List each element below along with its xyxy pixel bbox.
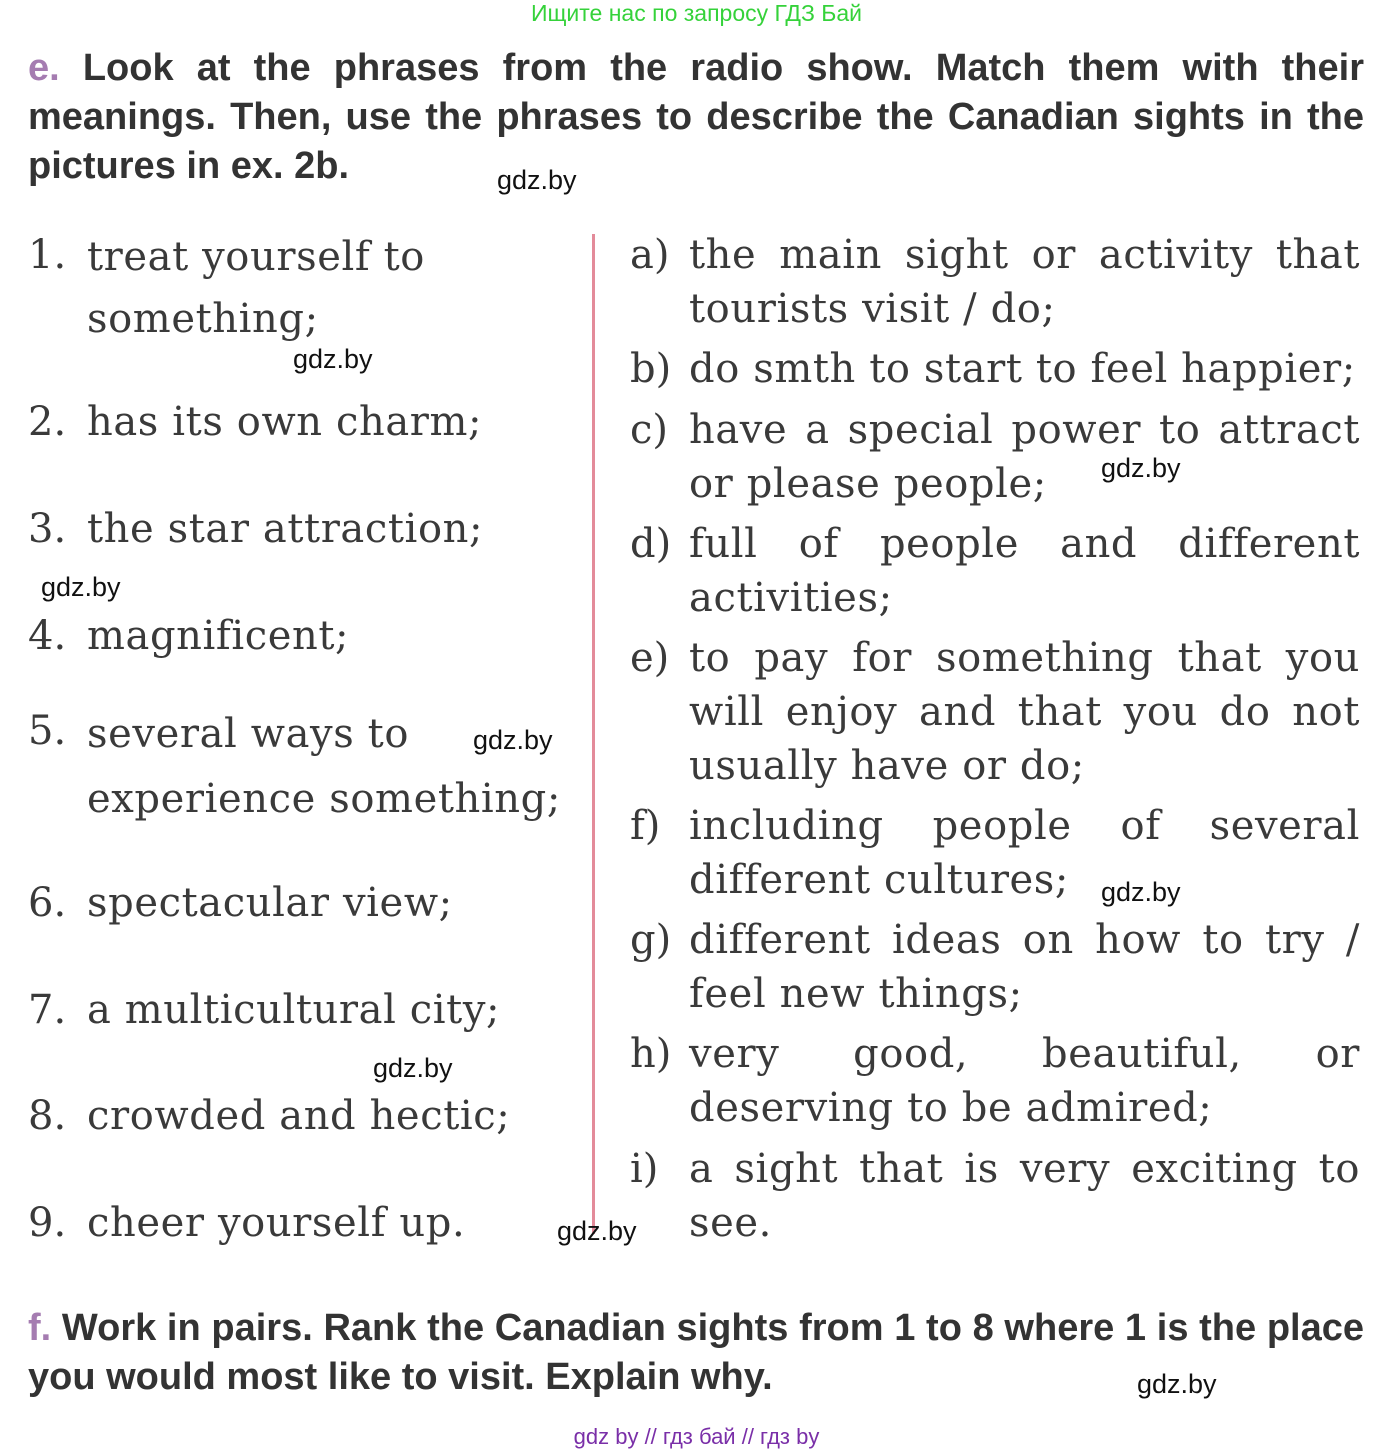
meaning-label: h) — [630, 1031, 672, 1077]
watermark: gdz.by — [373, 1053, 453, 1083]
phrase-number: 5. — [28, 708, 67, 754]
phrase-number: 6. — [28, 880, 67, 926]
meaning-label: c) — [630, 407, 669, 453]
meaning-label: a) — [630, 232, 670, 278]
meaning-text: to pay for something that you will enjoy and that you do not usually have or do; — [689, 635, 1360, 789]
watermark: gdz.by — [293, 344, 373, 374]
column-divider — [592, 234, 595, 1234]
meaning-label: i) — [630, 1146, 659, 1192]
meaning-text: do smth to start to feel happier; — [689, 346, 1356, 392]
phrase-number: 8. — [28, 1093, 67, 1139]
meaning-label: g) — [630, 917, 672, 963]
phrase-number: 9. — [28, 1200, 67, 1246]
watermark: gdz.by — [1101, 453, 1181, 483]
phrase-text: treat yourself to something; — [87, 234, 425, 342]
meaning-text: the main sight or activity that tourists visit / do; — [689, 232, 1360, 332]
bottom-footer: gdz by // гдз бай // гдз by — [573, 1424, 820, 1449]
watermark: gdz.by — [1137, 1369, 1217, 1399]
phrase-text: a multicultural city; — [87, 987, 501, 1033]
task-f-instruction: Work in pairs. Rank the Canadian sights from 1 to 8 where 1 is the place you would most like to visit. Explain why. — [28, 1307, 1365, 1398]
watermark: gdz.by — [497, 165, 577, 195]
phrase-text: several ways to experience something; — [87, 711, 561, 822]
phrase-text: cheer yourself up. — [87, 1200, 466, 1246]
meaning-label: e) — [630, 635, 670, 681]
phrase-number: 3. — [28, 506, 67, 552]
meaning-text: a sight that is very exciting to see. — [689, 1146, 1360, 1246]
meaning-text: full of people and different activities; — [689, 521, 1360, 621]
phrase-text: magnificent; — [87, 613, 350, 659]
meaning-label: f) — [630, 803, 661, 849]
watermark: gdz.by — [41, 572, 121, 602]
phrase-text: crowded and hectic; — [87, 1093, 511, 1139]
meaning-text: including people of several different cultures; — [689, 803, 1360, 903]
phrase-number: 1. — [28, 232, 67, 278]
meaning-text: different ideas on how to try / feel new things; — [689, 917, 1360, 1017]
phrase-number: 4. — [28, 613, 67, 659]
watermark: gdz.by — [1101, 877, 1181, 907]
task-e — [28, 44, 1364, 191]
meaning-label: b) — [630, 346, 672, 392]
task-f-letter: f. — [28, 1307, 52, 1349]
watermark: gdz.by — [557, 1216, 637, 1246]
phrase-text: spectacular view; — [87, 880, 453, 926]
top-banner: Ищите нас по запросу ГДЗ Бай — [530, 0, 863, 26]
phrase-text: the star attraction; — [87, 506, 484, 552]
meaning-label: d) — [630, 521, 672, 567]
watermark: gdz.by — [473, 725, 553, 755]
phrase-number: 7. — [28, 987, 67, 1033]
phrase-text: has its own charm; — [87, 399, 483, 445]
meaning-text: have a special power to attract or please people; — [689, 407, 1360, 507]
task-e-letter: e. — [28, 47, 60, 89]
task-e-instruction: Look at the phrases from the radio show. Match them with their meanings. Then, use the phrases to describe the Canadian sights in the pictures in ex. 2b. — [28, 47, 1364, 187]
phrase-number: 2. — [28, 399, 67, 445]
meaning-text: very good, beautiful, or deserving to be admired; — [689, 1031, 1360, 1131]
